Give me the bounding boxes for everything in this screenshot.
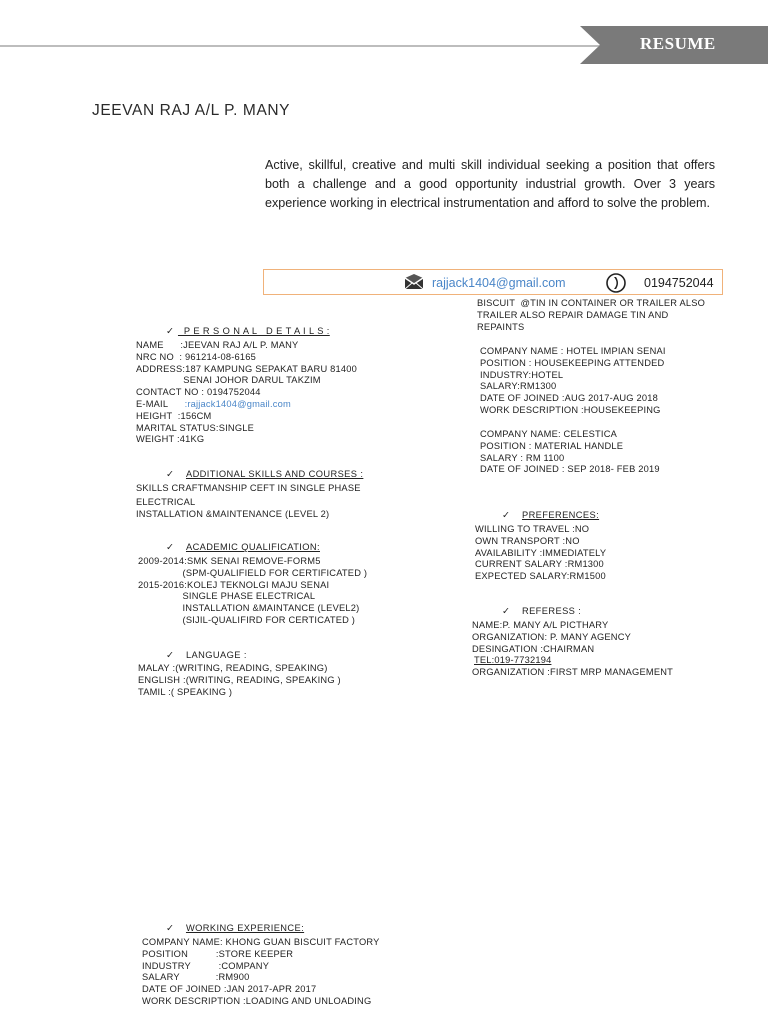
language-list bbox=[138, 663, 341, 698]
section-language bbox=[160, 640, 247, 661]
checkmark-icon: ✓ bbox=[165, 923, 175, 933]
work-line: POSITION : MATERIAL HANDLE bbox=[480, 440, 624, 451]
personal-address: ADDRESS:187 KAMPUNG SEPAKAT BARU 81400 bbox=[136, 363, 357, 374]
personal-height: HEIGHT :156CM bbox=[136, 410, 212, 421]
career-summary: Active, skillful, creative and multi skill individual seeking a position that offers both a challenge and a good opportunity industrial growth. Over 3 years experience working in electrical instrumentation and afford to solve the problem. bbox=[265, 158, 715, 210]
work-line: POSITION : HOUSEKEEPING ATTENDED bbox=[480, 357, 665, 368]
work-line: SALARY : RM 1100 bbox=[480, 452, 565, 463]
checkmark-icon: ✓ bbox=[501, 606, 511, 616]
checkmark-icon: ✓ bbox=[165, 542, 175, 552]
work-line: COMPANY NAME: KHONG GUAN BISCUIT FACTORY bbox=[142, 937, 380, 947]
personal-details bbox=[136, 340, 357, 446]
language-line: MALAY :(WRITING, READING, SPEAKING) bbox=[138, 663, 328, 673]
section-personal-details bbox=[160, 316, 330, 337]
contact-email[interactable]: rajjack1404@gmail.com bbox=[432, 276, 566, 290]
preference-line: EXPECTED SALARY:RM1500 bbox=[475, 571, 606, 582]
skill-line: INSTALLATION &MAINTENANCE (LEVEL 2) bbox=[136, 508, 330, 519]
section-title: ACADEMIC QUALIFICATION: bbox=[185, 542, 320, 552]
personal-weight: WEIGHT :41KG bbox=[136, 434, 205, 445]
email-label: E-MAIL bbox=[136, 398, 185, 409]
work-line: DATE OF JOINED :JAN 2017-APR 2017 bbox=[142, 984, 317, 995]
phone-icon bbox=[606, 273, 626, 293]
email-link[interactable]: :rajjack1404@gmail.com bbox=[184, 398, 291, 409]
checkmark-icon: ✓ bbox=[165, 469, 175, 479]
skill-line: ELECTRICAL bbox=[136, 496, 196, 507]
work-line: SALARY:RM1300 bbox=[480, 381, 557, 392]
academic-line: 2015-2016:KOLEJ TEKNOLGI MAJU SENAI bbox=[138, 579, 330, 590]
section-title: WORKING EXPERIENCE: bbox=[185, 923, 305, 933]
work-job-3 bbox=[480, 429, 660, 476]
preference-line: AVAILABILITY :IMMEDIATELY bbox=[475, 547, 607, 558]
personal-address-2: SENAI JOHOR DARUL TAKZIM bbox=[136, 375, 321, 386]
section-title: PREFERENCES: bbox=[521, 510, 600, 520]
work-line: DATE OF JOINED : SEP 2018- FEB 2019 bbox=[480, 464, 660, 475]
checkmark-icon: ✓ bbox=[501, 510, 511, 520]
work-line: COMPANY NAME : HOTEL IMPIAN SENAI bbox=[480, 346, 666, 356]
work-line: SALARY :RM900 bbox=[142, 972, 250, 983]
academic-list bbox=[138, 556, 367, 627]
work-line: WORK DESCRIPTION :LOADING AND UNLOADING bbox=[142, 995, 372, 1006]
work-line: BISCUIT @TIN IN CONTAINER OR TRAILER ALSO bbox=[477, 298, 706, 308]
language-line: ENGLISH :(WRITING, READING, SPEAKING ) bbox=[138, 674, 341, 685]
work-job-2 bbox=[480, 346, 666, 417]
skills-list bbox=[136, 483, 361, 520]
language-line: TAMIL :( SPEAKING ) bbox=[138, 686, 233, 697]
work-line: INDUSTRY :COMPANY bbox=[142, 960, 270, 971]
work-line: DATE OF JOINED :AUG 2017-AUG 2018 bbox=[480, 393, 658, 404]
work-line: POSITION :STORE KEEPER bbox=[142, 948, 294, 959]
personal-nrc: NRC NO : 961214-08-6165 bbox=[136, 351, 257, 362]
section-academic bbox=[160, 532, 320, 553]
referee-line: DESINGATION :CHAIRMAN bbox=[472, 643, 595, 654]
personal-email bbox=[136, 399, 357, 411]
section-working-experience bbox=[160, 913, 304, 934]
preferences-list bbox=[475, 524, 606, 583]
academic-line: 2009-2014:SMK SENAI REMOVE-FORM5 bbox=[138, 556, 321, 566]
skill-line: SKILLS CRAFTMANSHIP CEFT IN SINGLE PHASE bbox=[136, 483, 361, 493]
referee-phone: TEL:019-7732194 bbox=[474, 655, 552, 666]
academic-line: SINGLE PHASE ELECTRICAL bbox=[138, 591, 316, 602]
academic-line: (SIJIL-QUALIFIRD FOR CERTICATED ) bbox=[138, 614, 356, 625]
referees-list bbox=[472, 620, 673, 679]
work-job-1 bbox=[142, 937, 380, 1008]
preference-line: CURRENT SALARY :RM1300 bbox=[475, 559, 604, 570]
academic-line: (SPM-QUALIFIELD FOR CERTIFICATED ) bbox=[138, 567, 368, 578]
candidate-name: JEEVAN RAJ A/L P. MANY bbox=[92, 102, 291, 119]
referee-line: ORGANIZATION: P. MANY AGENCY bbox=[472, 631, 632, 642]
contact-phone: 0194752044 bbox=[644, 276, 714, 290]
preference-line: OWN TRANSPORT :NO bbox=[475, 535, 580, 546]
personal-name: NAME :JEEVAN RAJ A/L P. MANY bbox=[136, 340, 299, 350]
preference-line: WILLING TO TRAVEL :NO bbox=[475, 524, 590, 534]
checkmark-icon: ✓ bbox=[165, 326, 175, 336]
section-additional-skills bbox=[160, 459, 363, 480]
work-line: TRAILER ALSO REPAIR DAMAGE TIN AND bbox=[477, 309, 669, 320]
checkmark-icon: ✓ bbox=[165, 650, 175, 660]
work-job-1-continued bbox=[477, 298, 705, 333]
personal-contact: CONTACT NO : 0194752044 bbox=[136, 387, 261, 398]
envelope-icon bbox=[404, 274, 424, 290]
section-title: ADDITIONAL SKILLS AND COURSES : bbox=[185, 469, 364, 479]
referee-line: NAME:P. MANY A/L PICTHARY bbox=[472, 620, 609, 630]
resume-badge: RESUME bbox=[640, 34, 716, 53]
work-line: WORK DESCRIPTION :HOUSEKEEPING bbox=[480, 404, 661, 415]
personal-marital: MARITAL STATUS:SINGLE bbox=[136, 422, 255, 433]
section-preferences bbox=[496, 500, 599, 521]
work-line: REPAINTS bbox=[477, 321, 525, 332]
referee-line: ORGANIZATION :FIRST MRP MANAGEMENT bbox=[472, 667, 674, 678]
work-line: COMPANY NAME: CELESTICA bbox=[480, 429, 618, 439]
header-divider bbox=[0, 45, 600, 47]
academic-line: INSTALLATION &MAINTANCE (LEVEL2) bbox=[138, 603, 360, 614]
work-line: INDUSTRY:HOTEL bbox=[480, 369, 564, 380]
section-title: LANGUAGE : bbox=[185, 650, 247, 660]
section-referees bbox=[496, 596, 581, 617]
section-title: P E R S O N A L D E T A I L S : bbox=[177, 326, 330, 336]
section-title: REFERESS : bbox=[521, 606, 582, 616]
